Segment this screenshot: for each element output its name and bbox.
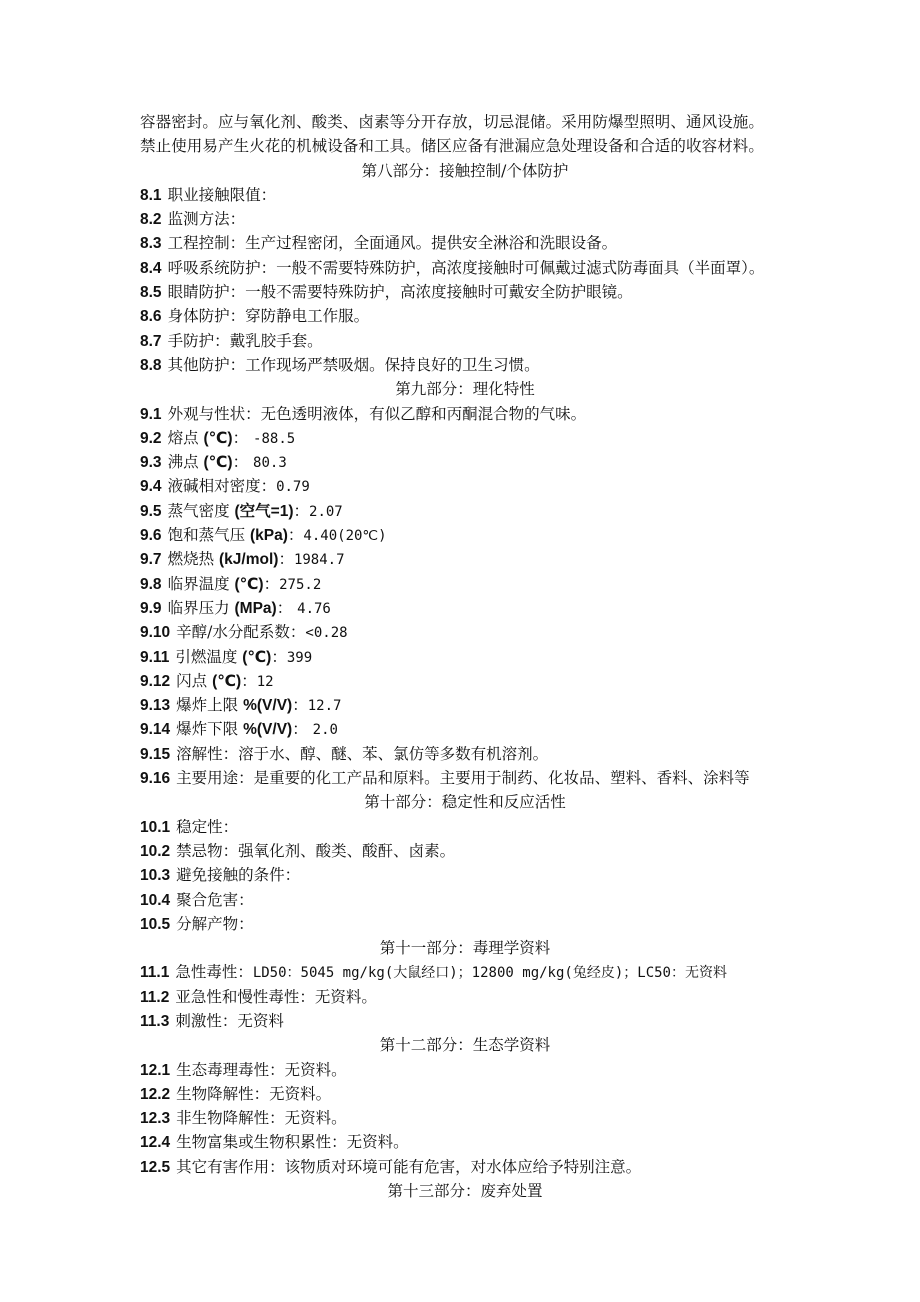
list-item [140, 474, 790, 498]
item-label: 爆炸上限 [176, 696, 244, 715]
item-value: 1984.7 [293, 552, 345, 569]
intro-line: 容器密封。应与氧化剂、酸类、卤素等分开存放，切忌混储。采用防爆型照明、通风设施。 [140, 113, 765, 131]
list-item [140, 353, 790, 377]
item-label: 工程控制：生产过程密闭，全面通风。提供安全淋浴和洗眼设备。 [167, 234, 618, 253]
item-number: 10.2 [140, 842, 171, 860]
item-number: 9.4 [140, 478, 162, 496]
item-unit: (℃) [242, 648, 272, 666]
list-item [140, 450, 790, 474]
document-page [140, 110, 790, 1203]
item-label: 临界压力 [167, 598, 235, 617]
item-unit: (℃) [212, 672, 242, 690]
list-item [140, 1058, 790, 1082]
item-number: 12.5 [140, 1158, 171, 1176]
item-value: 4.76 [297, 600, 331, 617]
item-label: 聚合危害： [176, 890, 254, 909]
list-item [140, 426, 790, 450]
item-number: 8.8 [140, 356, 162, 374]
item-label: 眼睛防护：一般不需要特殊防护，高浓度接触时可戴安全防护眼镜。 [167, 283, 633, 302]
item-number: 9.11 [140, 648, 170, 666]
item-number: 10.3 [140, 867, 171, 885]
item-separator: ： [263, 574, 280, 593]
item-separator: ： [232, 453, 254, 472]
item-label: 职业接触限值： [167, 185, 277, 204]
item-unit: (MPa) [234, 599, 277, 617]
list-item [140, 912, 790, 936]
list-item [140, 329, 790, 353]
list-item [140, 256, 790, 280]
item-number: 10.5 [140, 915, 171, 933]
item-label: 亚急性和慢性毒性：无资料。 [175, 987, 377, 1006]
item-label: 生物降解性：无资料。 [176, 1084, 332, 1103]
list-item [140, 1009, 790, 1033]
intro-line: 禁止使用易产生火花的机械设备和工具。储区应备有泄漏应急处理设备和合适的收容材料。 [140, 137, 765, 156]
item-label: 急性毒性： [175, 963, 253, 982]
item-label: 爆炸下限 [176, 720, 244, 739]
item-number: 10.4 [140, 891, 171, 909]
item-number: 8.3 [140, 235, 162, 253]
list-item [140, 547, 790, 571]
item-number: 8.1 [140, 186, 162, 204]
item-unit: (℃) [234, 575, 264, 593]
list-item [140, 888, 790, 912]
item-number: 9.15 [140, 745, 171, 763]
item-label: 临界温度 [167, 574, 235, 593]
item-number: 9.6 [140, 527, 162, 545]
item-number: 8.7 [140, 332, 162, 350]
list-item [140, 863, 790, 887]
item-separator: ： [292, 720, 313, 739]
section-heading: 第十二部分：生态学资料 [379, 1036, 551, 1055]
item-unit: %(V/V) [243, 697, 293, 715]
item-number: 9.2 [140, 429, 162, 447]
list-item [140, 402, 790, 426]
list-item [140, 960, 790, 984]
list-item [140, 1155, 790, 1179]
item-label: 主要用途：是重要的化工产品和原料。主要用于制药、化妆品、塑料、香料、涂料等 [176, 769, 750, 788]
list-item [140, 669, 790, 693]
item-label: 刺激性：无资料 [175, 1011, 284, 1030]
item-number: 9.3 [140, 454, 162, 472]
item-label: 沸点 [167, 453, 204, 472]
item-label: 外观与性状：无色透明液体，有似乙醇和丙酮混合物的气味。 [167, 404, 587, 423]
item-label: 手防护：戴乳胶手套。 [167, 331, 323, 350]
item-label: 引燃温度 [175, 647, 243, 666]
list-item [140, 231, 790, 255]
item-number: 11.1 [140, 964, 170, 982]
section-heading: 第十三部分：废弃处置 [387, 1182, 543, 1201]
item-number: 8.6 [140, 308, 162, 326]
list-item [140, 985, 790, 1009]
list-item [140, 1130, 790, 1154]
sections-container [140, 159, 790, 1204]
item-number: 11.3 [140, 1012, 170, 1030]
item-separator: ： [276, 598, 298, 617]
item-number: 8.2 [140, 211, 162, 229]
item-label: 溶解性：溶于水、醇、醚、苯、氯仿等多数有机溶剂。 [176, 744, 549, 763]
list-item [140, 815, 790, 839]
item-value: 12.7 [307, 698, 342, 715]
item-label: 蒸气密度 [167, 501, 235, 520]
list-item [140, 596, 790, 620]
item-separator: ： [278, 550, 294, 569]
item-unit: (℃) [203, 429, 233, 447]
item-number: 12.2 [140, 1085, 171, 1103]
item-number: 9.13 [140, 697, 171, 715]
item-unit: (kJ/mol) [219, 551, 279, 569]
item-number: 9.8 [140, 575, 162, 593]
item-label: 液碱相对密度： [167, 477, 277, 496]
item-number: 9.16 [140, 770, 171, 788]
item-value: 4.40(20℃) [303, 528, 387, 545]
item-number: 9.10 [140, 624, 171, 642]
list-item [140, 304, 790, 328]
item-value: 80.3 [253, 455, 287, 472]
item-label: 监测方法： [167, 210, 246, 229]
item-number: 12.4 [140, 1134, 171, 1152]
item-unit: (kPa) [250, 527, 288, 545]
item-value: 2.07 [309, 503, 343, 520]
item-number: 9.12 [140, 672, 171, 690]
item-unit: %(V/V) [243, 721, 293, 739]
item-number: 9.9 [140, 599, 162, 617]
item-number: 11.2 [140, 988, 170, 1006]
item-label: 其它有害作用：该物质对环境可能有危害，对水体应给予特别注意。 [176, 1157, 642, 1176]
item-label: 燃烧热 [167, 550, 219, 569]
list-item [140, 1082, 790, 1106]
section-heading: 第十部分：稳定性和反应活性 [364, 793, 566, 812]
item-value: 399 [286, 649, 313, 666]
item-label: 饱和蒸气压 [167, 526, 250, 545]
item-label: 辛醇/水分配系数： [176, 623, 306, 642]
list-item [140, 766, 790, 790]
section-heading: 第八部分：接触控制/个体防护 [361, 161, 569, 180]
list-item [140, 523, 790, 547]
item-value: LD50：5045 mg/kg(大鼠经口)；12800 mg/kg(兔经皮)；LC50：无资料 [252, 965, 727, 982]
list-item [140, 1106, 790, 1130]
item-label: 非生物降解性：无资料。 [176, 1109, 347, 1128]
item-number: 9.14 [140, 721, 171, 739]
item-separator: ： [292, 696, 308, 715]
item-value: -88.5 [253, 430, 296, 447]
list-item [140, 717, 790, 741]
item-label: 禁忌物：强氧化剂、酸类、酸酐、卤素。 [176, 841, 456, 860]
item-number: 10.1 [140, 818, 171, 836]
list-item [140, 572, 790, 596]
item-number: 12.3 [140, 1110, 171, 1128]
item-unit: (空气=1) [234, 502, 294, 520]
section-heading: 第九部分：理化特性 [395, 380, 535, 399]
item-separator: ： [287, 526, 304, 545]
item-unit: (℃) [203, 454, 233, 472]
item-number: 8.4 [140, 259, 162, 277]
list-item [140, 183, 790, 207]
section-heading: 第十一部分：毒理学资料 [379, 939, 551, 958]
item-number: 9.5 [140, 502, 162, 520]
item-label: 生态毒理毒性：无资料。 [176, 1060, 347, 1079]
list-item [140, 207, 790, 231]
item-label: 稳定性： [176, 817, 239, 836]
item-label: 熔点 [167, 428, 204, 447]
item-separator: ： [271, 647, 287, 666]
item-number: 9.7 [140, 551, 162, 569]
item-number: 12.1 [140, 1061, 171, 1079]
item-label: 闪点 [176, 671, 213, 690]
list-item [140, 645, 790, 669]
item-separator: ： [293, 501, 310, 520]
item-value: 12 [256, 673, 274, 690]
item-value: <0.28 [305, 625, 348, 642]
list-item [140, 742, 790, 766]
item-label: 呼吸系统防护：一般不需要特殊防护，高浓度接触时可佩戴过滤式防毒面具（半面罩）。 [167, 258, 765, 277]
item-separator: ： [241, 671, 257, 690]
item-number: 9.1 [140, 405, 162, 423]
list-item [140, 499, 790, 523]
item-label: 身体防护：穿防静电工作服。 [167, 307, 370, 326]
item-label: 分解产物： [176, 914, 254, 933]
item-separator: ： [232, 428, 254, 447]
list-item [140, 839, 790, 863]
item-value: 275.2 [279, 576, 322, 593]
item-label: 避免接触的条件： [176, 866, 301, 885]
item-value: 2.0 [312, 722, 338, 739]
list-item [140, 280, 790, 304]
item-label: 生物富集或生物积累性：无资料。 [176, 1133, 409, 1152]
list-item [140, 693, 790, 717]
item-number: 8.5 [140, 284, 162, 302]
list-item [140, 620, 790, 644]
item-value: 0.79 [276, 479, 310, 496]
item-label: 其他防护：工作现场严禁吸烟。保持良好的卫生习惯。 [167, 355, 540, 374]
